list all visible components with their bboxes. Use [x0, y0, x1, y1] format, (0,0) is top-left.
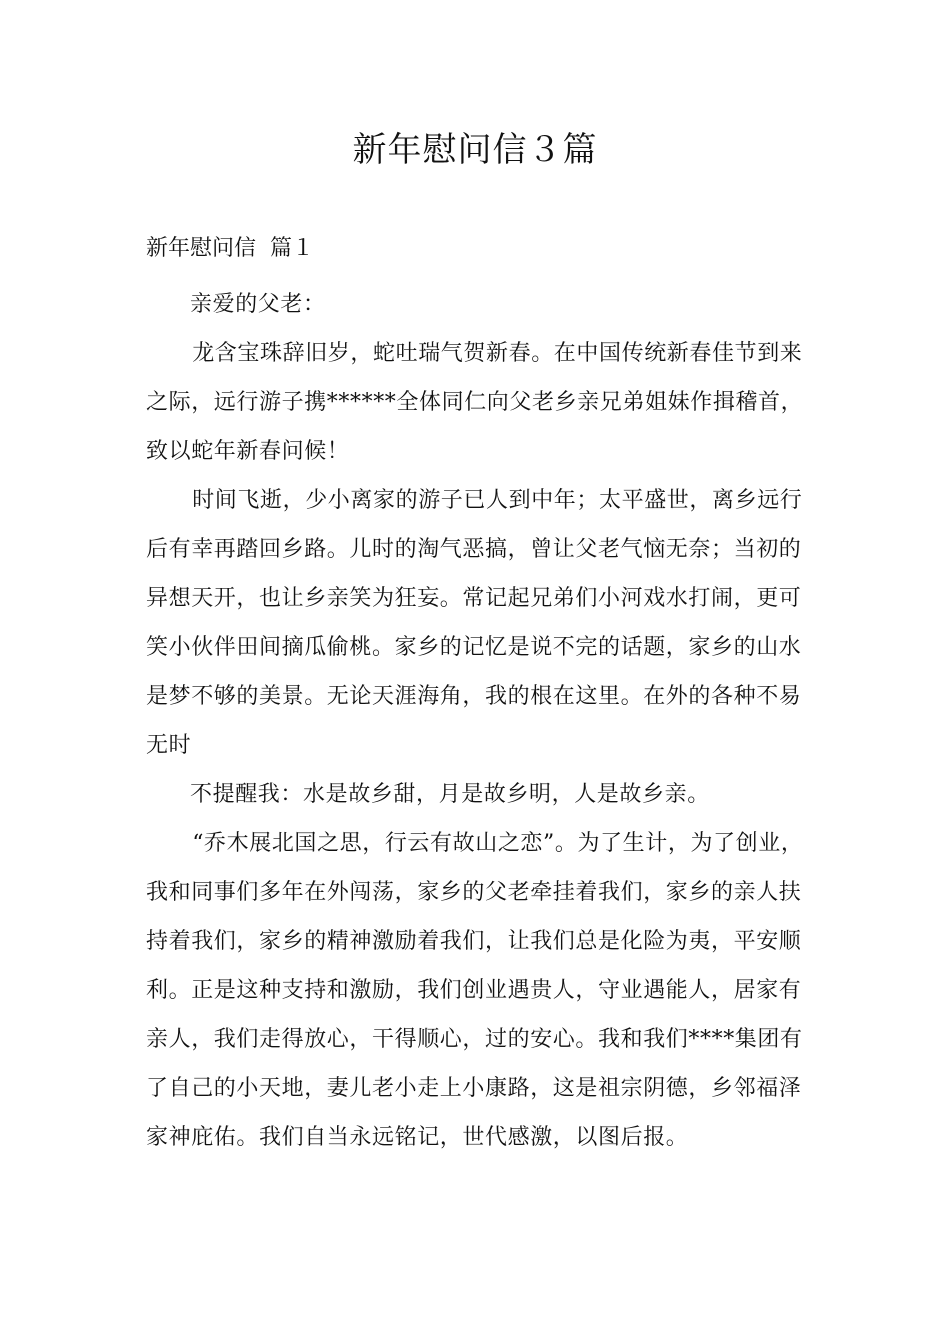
letter-body: [146, 280, 808, 1162]
document-title: 新年慰问信３篇: [352, 130, 598, 170]
paragraph-4: “乔木展北国之思，行云有故山之恋”。为了生计，为了创业，我和同事们多年在外闯荡，家乡的父老牵挂着我们，家乡的亲人扶持着我们，家乡的精神激励着我们，让我们总是化险为夷，平安顺利。正是这种支持和激励，我们创业遇贵人，守业遇能人，居家有亲人，我们走得放心，干得顺心，过的安心。我和我们****集团有了自己的小天地，妻儿老小走上小康路，这是祖宗阴德，乡邻福泽家神庇佑。我们自当永远铭记，世代感激，以图后报。: [146, 831, 804, 1150]
paragraph-3: 不提醒我：水是故乡甜，月是故乡明，人是故乡亲。: [190, 782, 710, 807]
section-heading: 新年慰问信 篇１: [146, 236, 314, 261]
salutation: 亲爱的父老：: [190, 292, 326, 317]
paragraph-1: 龙含宝珠辞旧岁，蛇吐瑞气贺新春。在中国传统新春佳节到来之际，远行游子携******全体同仁向父老乡亲兄弟姐妹作揖稽首，致以蛇年新春问候！: [146, 341, 804, 464]
paragraph-2: 时间飞逝，少小离家的游子已人到中年；太平盛世，离乡远行后有幸再踏回乡路。儿时的淘气恶搞，曾让父老气恼无奈；当初的异想天开，也让乡亲笑为狂妄。常记起兄弟们小河戏水打闹，更可笑小伙伴田间摘瓜偷桃。家乡的记忆是说不完的话题，家乡的山水是梦不够的美景。无论天涯海角，我的根在这里。在外的各种不易无时: [146, 488, 803, 758]
